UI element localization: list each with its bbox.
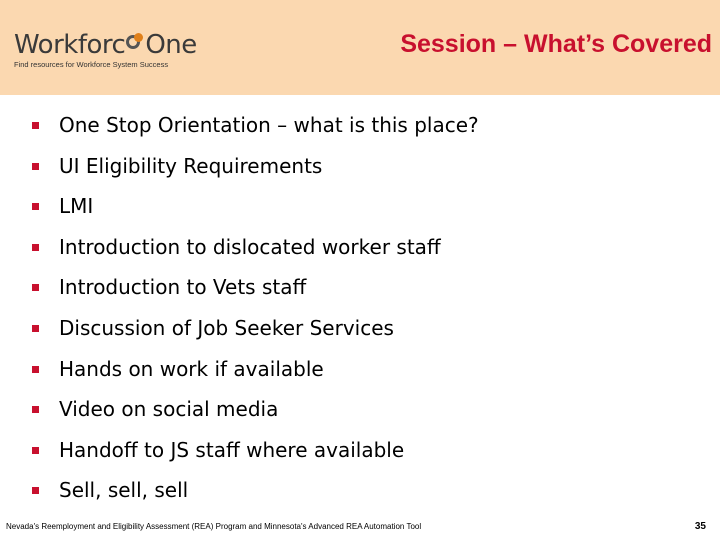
bullet-text: Sell, sell, sell (59, 478, 189, 503)
logo-text-left: Workforc (14, 30, 126, 60)
bullet-text: Hands on work if available (59, 356, 324, 381)
square-bullet-icon (32, 244, 39, 251)
bullet-text: One Stop Orientation – what is this place? (59, 113, 479, 137)
bullet-text: LMI (59, 194, 94, 219)
square-bullet-icon (32, 325, 39, 332)
square-bullet-icon (32, 163, 39, 170)
logo-e-icon (126, 33, 144, 53)
logo-wordmark (14, 31, 197, 59)
bullet-text: Video on social media (59, 397, 279, 422)
bullet-text: Introduction to dislocated worker staff (59, 234, 441, 259)
slide-title: Session – What’s Covered (400, 30, 712, 58)
square-bullet-icon (32, 203, 39, 210)
logo-text-right: One (145, 30, 197, 60)
square-bullet-icon (32, 487, 39, 494)
square-bullet-icon (32, 122, 39, 129)
bullet-text: Introduction to Vets staff (59, 275, 307, 300)
square-bullet-icon (32, 366, 39, 373)
bullet-text: Handoff to JS staff where available (59, 437, 405, 462)
bullet-text: UI Eligibility Requirements (59, 153, 323, 178)
logo-tagline: Find resources for Workforce System Success (14, 60, 169, 69)
square-bullet-icon (32, 284, 39, 291)
workforce-one-logo (14, 31, 197, 69)
footer-note: Nevada's Reemployment and Eligibility Assessment (REA) Program and Minnesota's Advanced REA Automation Tool (6, 522, 422, 531)
slide-header (0, 0, 720, 95)
bullet-text: Discussion of Job Seeker Services (59, 315, 394, 340)
square-bullet-icon (32, 447, 39, 454)
square-bullet-icon (32, 406, 39, 413)
page-number: 35 (694, 521, 706, 532)
